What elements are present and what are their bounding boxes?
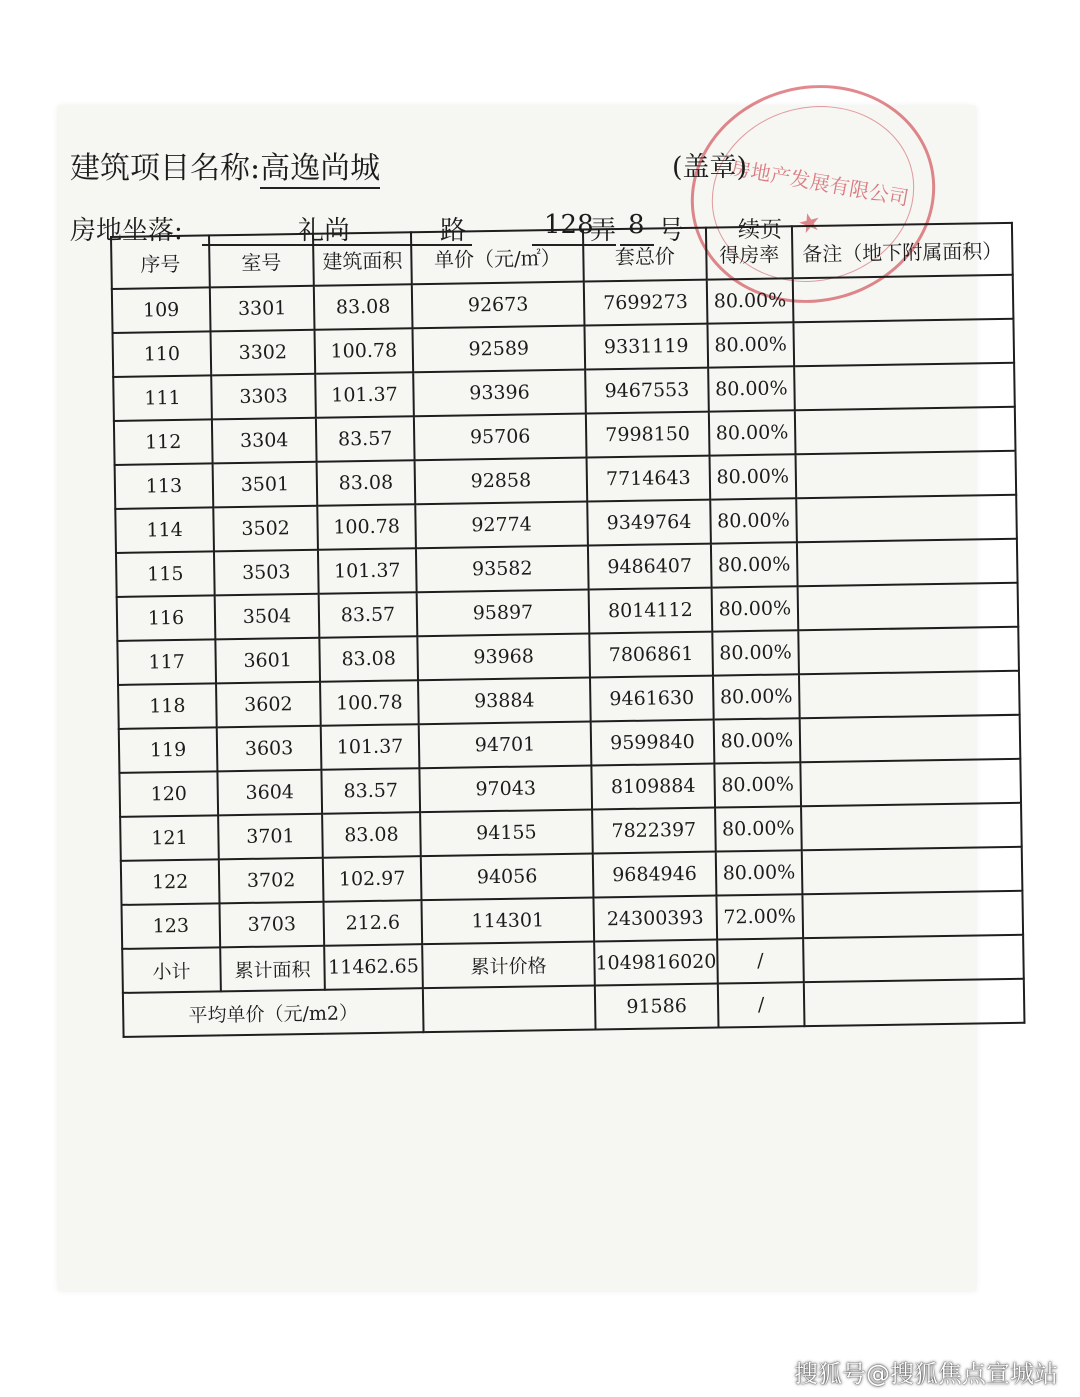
remark-cell (794, 363, 1015, 410)
total-price-cell: 9467553 (585, 368, 709, 414)
room-cell: 3301 (210, 286, 315, 332)
serial-cell: 112 (114, 419, 213, 465)
area-cell: 101.37 (321, 724, 420, 770)
area-cell: 83.57 (316, 416, 415, 462)
area-cell: 83.08 (319, 636, 418, 682)
room-cell: 3604 (217, 770, 322, 816)
efficiency-cell: 80.00% (716, 850, 803, 895)
average-rate-slash: / (718, 982, 805, 1027)
area-cell: 83.08 (322, 812, 421, 858)
total-price-cell: 9461630 (590, 676, 714, 722)
efficiency-cell: 80.00% (712, 630, 799, 675)
efficiency-cell: 80.00% (709, 454, 796, 499)
total-price-value: 1049816020 (594, 940, 718, 986)
total-price-cell: 7806861 (589, 632, 713, 678)
remark-cell (797, 539, 1018, 586)
serial-cell: 119 (119, 727, 218, 773)
total-price-cell: 9486407 (588, 544, 712, 590)
project-title (70, 143, 380, 187)
road-suffix: 路 (440, 216, 467, 246)
continuation-label: 续页 (738, 218, 783, 243)
area-cell: 102.97 (323, 856, 422, 902)
remark-cell (795, 407, 1016, 454)
project-label: 建筑项目名称: (70, 151, 261, 186)
remark-cell (793, 275, 1014, 322)
remark-cell (801, 803, 1022, 850)
serial-cell: 118 (118, 683, 217, 729)
remark-cell (796, 495, 1017, 542)
remark-cell (800, 715, 1021, 762)
area-cell: 83.57 (319, 592, 418, 638)
area-cell: 100.78 (317, 504, 416, 550)
total-price-cell: 24300393 (593, 896, 717, 942)
header-cell: 室号 (209, 234, 314, 288)
efficiency-cell: 80.00% (708, 366, 795, 411)
seal-label: (盖章) (672, 152, 748, 183)
average-blank-cell (423, 985, 596, 1032)
unit-price-cell: 94155 (420, 809, 593, 856)
header-cell: 序号 (111, 235, 210, 289)
serial-cell: 117 (117, 639, 216, 685)
total-price-cell: 9331119 (584, 324, 708, 370)
total-rate-slash: / (717, 938, 804, 983)
header-cell: 建筑面积 (313, 232, 412, 286)
area-cell: 83.57 (321, 768, 420, 814)
total-price-cell: 9684946 (593, 852, 717, 898)
building-number: 8 (628, 210, 645, 240)
total-price-cell: 7699273 (584, 280, 708, 326)
total-price-cell: 7822397 (592, 808, 716, 854)
area-cell: 212.6 (323, 900, 422, 946)
efficiency-cell: 80.00% (711, 542, 798, 587)
room-cell: 3602 (216, 682, 321, 728)
remark-cell (802, 847, 1023, 894)
header-cell: 套总价 (583, 228, 707, 282)
unit-price-cell: 93396 (413, 370, 586, 417)
efficiency-cell: 80.00% (713, 674, 800, 719)
unit-price-cell: 95897 (417, 590, 590, 637)
total-price-label: 累计价格 (422, 941, 595, 988)
efficiency-cell: 80.00% (715, 806, 802, 851)
efficiency-cell: 80.00% (714, 718, 801, 763)
road-name: 礼尚 (298, 216, 351, 246)
total-area-label: 累计面积 (220, 946, 325, 992)
remark-cell (802, 891, 1023, 938)
area-cell: 100.78 (320, 680, 419, 726)
unit-price-cell: 95706 (414, 414, 587, 461)
project-name: 高逸尚城 (260, 151, 380, 189)
total-remark-cell (803, 935, 1024, 982)
area-cell: 100.78 (314, 328, 413, 374)
table-body (112, 275, 1023, 949)
average-price-value: 91586 (595, 984, 719, 1030)
serial-cell: 123 (122, 903, 221, 949)
seal-star-icon: ★ (794, 206, 825, 242)
efficiency-cell: 72.00% (716, 894, 803, 939)
room-cell: 3502 (213, 506, 318, 552)
serial-cell: 113 (115, 463, 214, 509)
unit-price-cell: 97043 (419, 766, 592, 813)
serial-cell: 109 (112, 287, 211, 333)
serial-cell: 114 (115, 507, 214, 553)
unit-price-cell: 93582 (416, 546, 589, 593)
unit-price-cell: 92589 (412, 326, 585, 373)
efficiency-cell: 80.00% (710, 498, 797, 543)
unit-price-cell: 92858 (415, 458, 588, 505)
remark-cell (800, 759, 1021, 806)
efficiency-cell: 80.00% (709, 410, 796, 455)
total-price-cell: 8109884 (591, 764, 715, 810)
unit-price-cell: 92774 (415, 502, 588, 549)
header-cell: 备注（地下附属面积） (792, 223, 1013, 278)
total-price-cell: 7714643 (587, 456, 711, 502)
area-cell: 101.37 (318, 548, 417, 594)
efficiency-cell: 80.00% (711, 586, 798, 631)
seal-text: 房地产发展有限公司 (729, 157, 911, 211)
remark-cell (798, 627, 1019, 674)
room-cell: 3504 (215, 594, 320, 640)
total-price-cell: 8014112 (589, 588, 713, 634)
serial-cell: 121 (120, 815, 219, 861)
serial-cell: 122 (121, 859, 220, 905)
room-cell: 3603 (217, 726, 322, 772)
serial-cell: 110 (113, 331, 212, 377)
total-price-cell: 9599840 (591, 720, 715, 766)
room-cell: 3302 (211, 330, 316, 376)
watermark: 搜狐号@搜狐焦点宣城站 (794, 1360, 1058, 1388)
price-register-table (110, 222, 1025, 1038)
header-cell: 单价（元/㎡） (411, 230, 584, 285)
subtotal-label: 小计 (122, 947, 221, 993)
room-cell: 3703 (219, 902, 324, 948)
room-cell: 3601 (215, 638, 320, 684)
remark-cell (793, 319, 1014, 366)
unit-price-cell: 93968 (417, 634, 590, 681)
room-cell: 3702 (219, 858, 324, 904)
room-cell: 3701 (218, 814, 323, 860)
unit-price-cell: 92673 (412, 282, 585, 329)
efficiency-cell: 80.00% (714, 762, 801, 807)
room-cell: 3304 (212, 418, 317, 464)
remark-cell (799, 671, 1020, 718)
location-label: 房地坐落: (70, 216, 183, 246)
average-remark-cell (804, 979, 1025, 1026)
area-cell: 83.08 (317, 460, 416, 506)
room-cell: 3303 (211, 374, 316, 420)
lane-number: 128 (544, 210, 594, 240)
serial-cell: 116 (117, 595, 216, 641)
total-area-value: 11462.65 (324, 944, 423, 990)
remark-cell (795, 451, 1016, 498)
efficiency-cell: 80.00% (707, 322, 794, 367)
efficiency-cell: 80.00% (707, 278, 794, 323)
serial-cell: 115 (116, 551, 215, 597)
area-cell: 83.08 (314, 284, 413, 330)
total-price-cell: 9349764 (587, 500, 711, 546)
remark-cell (797, 583, 1018, 630)
area-cell: 101.37 (315, 372, 414, 418)
unit-price-cell: 94701 (419, 722, 592, 769)
lane-label: 弄 (590, 216, 617, 246)
total-price-cell: 7998150 (586, 412, 710, 458)
average-price-label: 平均单价（元/m2） (123, 988, 424, 1037)
unit-price-cell: 93884 (418, 678, 591, 725)
unit-price-cell: 94056 (421, 853, 594, 900)
serial-cell: 111 (113, 375, 212, 421)
room-cell: 3501 (213, 462, 318, 508)
serial-cell: 120 (119, 771, 218, 817)
building-label: 号 (658, 216, 685, 246)
header-cell: 得房率 (706, 226, 793, 279)
unit-price-cell: 114301 (421, 897, 594, 944)
room-cell: 3503 (214, 550, 319, 596)
